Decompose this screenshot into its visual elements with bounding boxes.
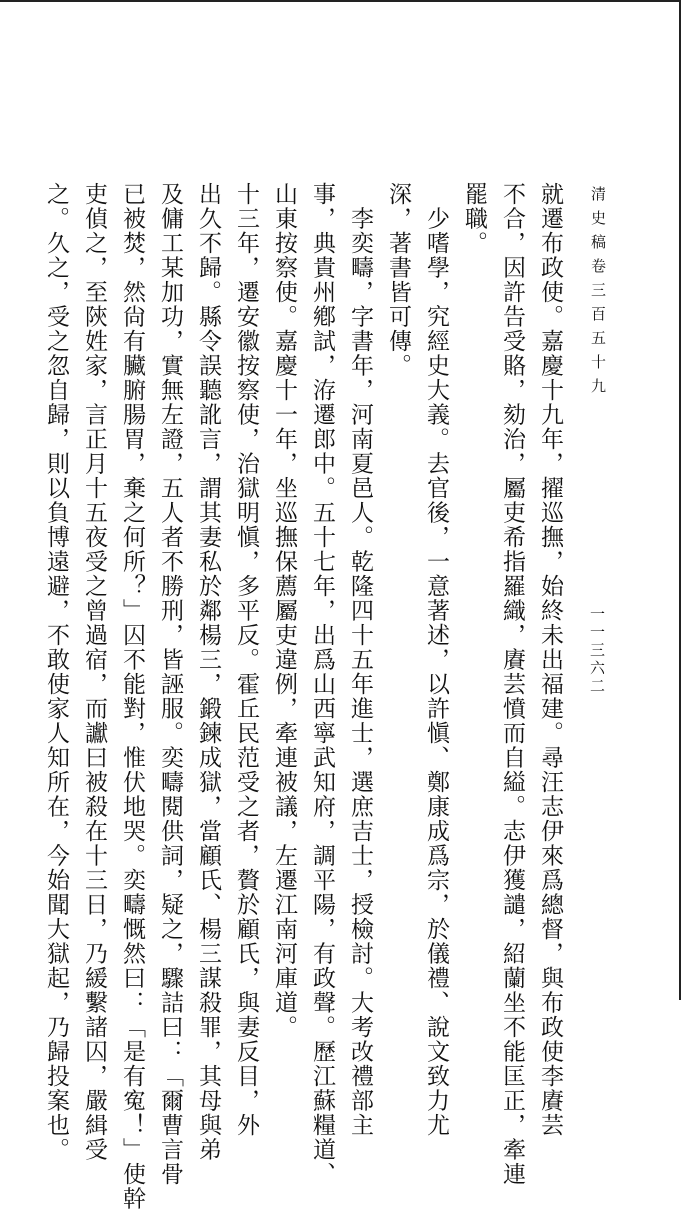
text-column: 十三年，遷安徽按察使，治獄明愼，多平反。霍丘民范受之者，贅於顧氏，與妻反目，外 [233,182,259,1138]
text-column: 就遷布政使。嘉慶十九年，擢巡撫，始終未出福建。尋汪志伊來爲總督，與布政使李賡芸 [537,182,563,1138]
page-number: 一一三六二 [588,606,606,696]
text-column: 罷職。 [461,182,487,256]
running-head: 清史稿卷三百五十九 [589,186,607,402]
text-column: 出久不歸。縣令誤聽訛言，謂其妻私於鄰楊三，鍛鍊成獄，當顧氏、楊三謀殺罪，其母與弟 [195,182,221,1162]
page-top-edge [0,0,681,2]
text-column: 深，著書皆可傳。 [385,182,411,378]
text-column: 不合，因許告受賂，劾治，屬吏希指羅織，賡芸憤而自縊。志伊獲譴，紹蘭坐不能匡正，牽連 [499,182,525,1187]
text-column: 少嗜學，究經史大義。去官後，一意著述，以許愼、鄭康成爲宗，於儀禮、說文致力尤 [423,182,449,1138]
text-column: 之。久之，受之忽自歸，則以負博遠避，不敢使家人知所在，今始聞大獄起，乃歸投案也。 [43,182,69,1162]
text-column: 山東按察使。嘉慶十一年，坐巡撫保薦屬吏違例，牽連被議，左遷江南河庫道。 [271,182,297,1040]
text-column: 已被焚，然尙有臟腑腸胃，棄之何所？」囚不能對，惟伏地哭。奕疇慨然曰：「是有寃！」使幹 [119,182,145,1211]
text-column: 及傭工某加功，實無左證，五人者不勝刑，皆誣服。奕疇閱供詞，疑之，驟詰曰：「爾曹言骨 [157,182,183,1187]
text-column: 李奕疇，字書年，河南夏邑人。乾隆四十五年進士，選庶吉士，授檢討。大考改禮部主 [347,182,373,1138]
text-column: 事，典貴州鄕試，洊遷郎中。五十七年，出爲山西寧武知府，調平陽，有政聲。歷江蘇糧道、 [309,182,335,1187]
text-column: 吏偵之，至陝姓家，言正月十五夜受之曾過宿，而讞曰被殺在十三日，乃緩繫諸囚，嚴緝受 [81,182,107,1162]
